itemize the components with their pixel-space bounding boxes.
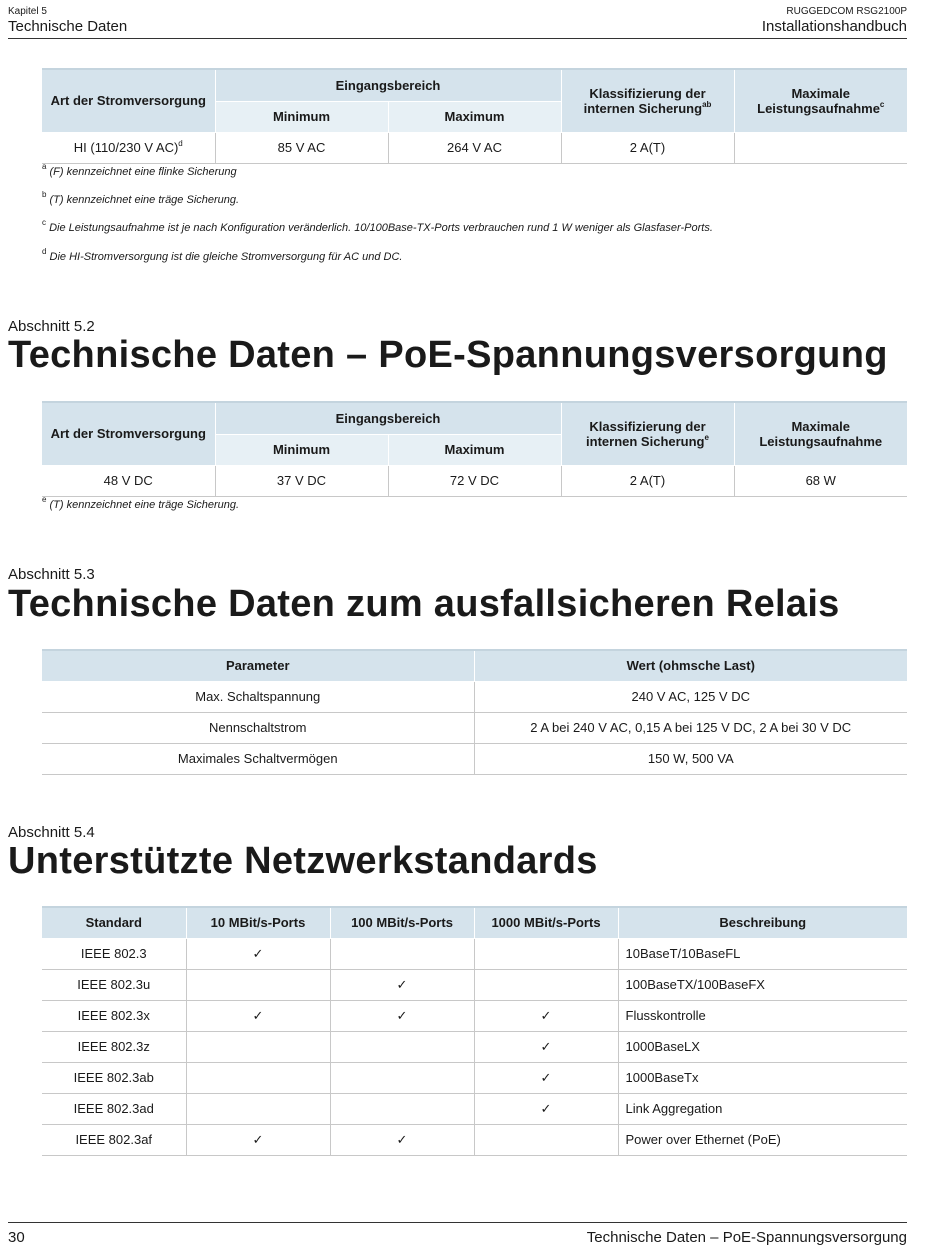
header-100mbit: 100 MBit/s-Ports [330, 907, 474, 938]
cell-min: 85 V AC [215, 132, 388, 163]
header-1000mbit: 1000 MBit/s-Ports [474, 907, 618, 938]
table-row [42, 938, 907, 969]
check-icon: ✓ [186, 938, 330, 969]
cell-art: HI (110/230 V AC)$^d$ [42, 132, 215, 163]
header-maximum: Maximum [388, 434, 561, 465]
table-row [42, 1031, 907, 1062]
table-row [42, 969, 907, 1000]
cell-beschreibung: 1000BaseLX [618, 1031, 907, 1062]
check-icon [186, 1093, 330, 1124]
check-icon [330, 938, 474, 969]
header-minimum: Minimum [215, 434, 388, 465]
check-icon: ✓ [474, 1062, 618, 1093]
header-leistung: Maximale Leistungsaufnahme$^c$ [734, 69, 907, 132]
cell-klass: 2 A(T) [561, 132, 734, 163]
cell-standard: IEEE 802.3af [42, 1124, 186, 1155]
cell-beschreibung: 10BaseT/10BaseFL [618, 938, 907, 969]
cell-beschreibung: 1000BaseTx [618, 1062, 907, 1093]
check-icon [186, 1031, 330, 1062]
power-supply-table [42, 68, 907, 164]
cell-standard: IEEE 802.3z [42, 1031, 186, 1062]
chapter-title: Technische Daten [8, 18, 128, 35]
cell-leist [734, 132, 907, 163]
poe-supply-table [42, 401, 907, 497]
cell-max: 264 V AC [388, 132, 561, 163]
check-icon: ✓ [474, 1093, 618, 1124]
check-icon [330, 1031, 474, 1062]
check-icon [474, 938, 618, 969]
header-klassifizierung: Klassifizierung der internen Sicherung$^{ab}$ [561, 69, 734, 132]
cell-leist: 68 W [734, 465, 907, 496]
relay-table [42, 649, 907, 775]
cell-min: 37 V DC [215, 465, 388, 496]
cell-wert: 240 V AC, 125 V DC [474, 681, 907, 712]
check-icon: ✓ [186, 1000, 330, 1031]
table-row [42, 743, 907, 774]
table-row [42, 1062, 907, 1093]
header-beschreibung: Beschreibung [618, 907, 907, 938]
table-row [42, 465, 907, 496]
header-leistung: Maximale Leistungsaufnahme [734, 402, 907, 465]
cell-param: Maximales Schaltvermögen [42, 743, 474, 774]
cell-standard: IEEE 802.3 [42, 938, 186, 969]
product-name: RUGGEDCOM RSG2100P [786, 6, 907, 17]
header-10mbit: 10 MBit/s-Ports [186, 907, 330, 938]
footnote-b: $^b$ (T) kennzeichnet eine träge Sicherung. [42, 190, 240, 206]
header-art: Art der Stromversorgung [42, 69, 215, 132]
check-icon: ✓ [330, 1124, 474, 1155]
footnote-d: $^d$ Die HI-Stromversorgung ist die gleiche Stromversorgung für AC und DC. [42, 247, 403, 263]
cell-art: 48 V DC [42, 465, 215, 496]
footnote-c: $^c$ Die Leistungsaufnahme ist je nach Konfiguration veränderlich. 10/100Base-TX-Ports verbrauchen rund 1 W weniger als Glasfaser-Ports. [42, 218, 713, 234]
footnote-e: $^e$ (T) kennzeichnet eine träge Sicherung. [42, 495, 240, 511]
cell-beschreibung: Flusskontrolle [618, 1000, 907, 1031]
table-row [42, 1093, 907, 1124]
cell-beschreibung: Link Aggregation [618, 1093, 907, 1124]
cell-standard: IEEE 802.3x [42, 1000, 186, 1031]
cell-param: Nennschaltstrom [42, 712, 474, 743]
header-standard: Standard [42, 907, 186, 938]
table-row [42, 681, 907, 712]
chapter-number: Kapitel 5 [8, 6, 47, 17]
header-wert: Wert (ohmsche Last) [474, 650, 907, 681]
cell-wert: 150 W, 500 VA [474, 743, 907, 774]
section-title: Technische Daten – PoE-Spannungsversorgung [8, 334, 888, 376]
cell-klass: 2 A(T) [561, 465, 734, 496]
cell-standard: IEEE 802.3u [42, 969, 186, 1000]
cell-wert: 2 A bei 240 V AC, 0,15 A bei 125 V DC, 2 A bei 30 V DC [474, 712, 907, 743]
section-label: Abschnitt 5.2 [8, 318, 95, 335]
check-icon [330, 1093, 474, 1124]
header-klassifizierung: Klassifizierung der internen Sicherung$^e$ [561, 402, 734, 465]
table-row [42, 1124, 907, 1155]
table-row [42, 712, 907, 743]
section-title: Unterstützte Netzwerkstandards [8, 840, 598, 882]
header-art: Art der Stromversorgung [42, 402, 215, 465]
check-icon: ✓ [474, 1031, 618, 1062]
section-label: Abschnitt 5.4 [8, 824, 95, 841]
table-row [42, 1000, 907, 1031]
header-maximum: Maximum [388, 101, 561, 132]
cell-standard: IEEE 802.3ad [42, 1093, 186, 1124]
table-row [42, 132, 907, 163]
check-icon [474, 969, 618, 1000]
check-icon: ✓ [330, 1000, 474, 1031]
page-footer [8, 1222, 907, 1253]
header-minimum: Minimum [215, 101, 388, 132]
header-eingangsbereich: Eingangsbereich [215, 402, 561, 434]
check-icon [474, 1124, 618, 1155]
check-icon: ✓ [186, 1124, 330, 1155]
cell-max: 72 V DC [388, 465, 561, 496]
page-number: 30 [8, 1229, 25, 1246]
check-icon [330, 1062, 474, 1093]
cell-beschreibung: Power over Ethernet (PoE) [618, 1124, 907, 1155]
check-icon: ✓ [330, 969, 474, 1000]
cell-beschreibung: 100BaseTX/100BaseFX [618, 969, 907, 1000]
footer-title: Technische Daten – PoE-Spannungsversorgung [586, 1229, 907, 1246]
check-icon [186, 1062, 330, 1093]
cell-param: Max. Schaltspannung [42, 681, 474, 712]
section-label: Abschnitt 5.3 [8, 566, 95, 583]
network-standards-table [42, 906, 907, 1156]
header-eingangsbereich: Eingangsbereich [215, 69, 561, 101]
footnote-a: $^a$ (F) kennzeichnet eine flinke Sicherung [42, 162, 237, 178]
manual-name: Installationshandbuch [761, 18, 907, 35]
section-title: Technische Daten zum ausfallsicheren Relais [8, 583, 840, 625]
check-icon [186, 969, 330, 1000]
cell-standard: IEEE 802.3ab [42, 1062, 186, 1093]
header-parameter: Parameter [42, 650, 474, 681]
check-icon: ✓ [474, 1000, 618, 1031]
page-header [8, 6, 907, 39]
